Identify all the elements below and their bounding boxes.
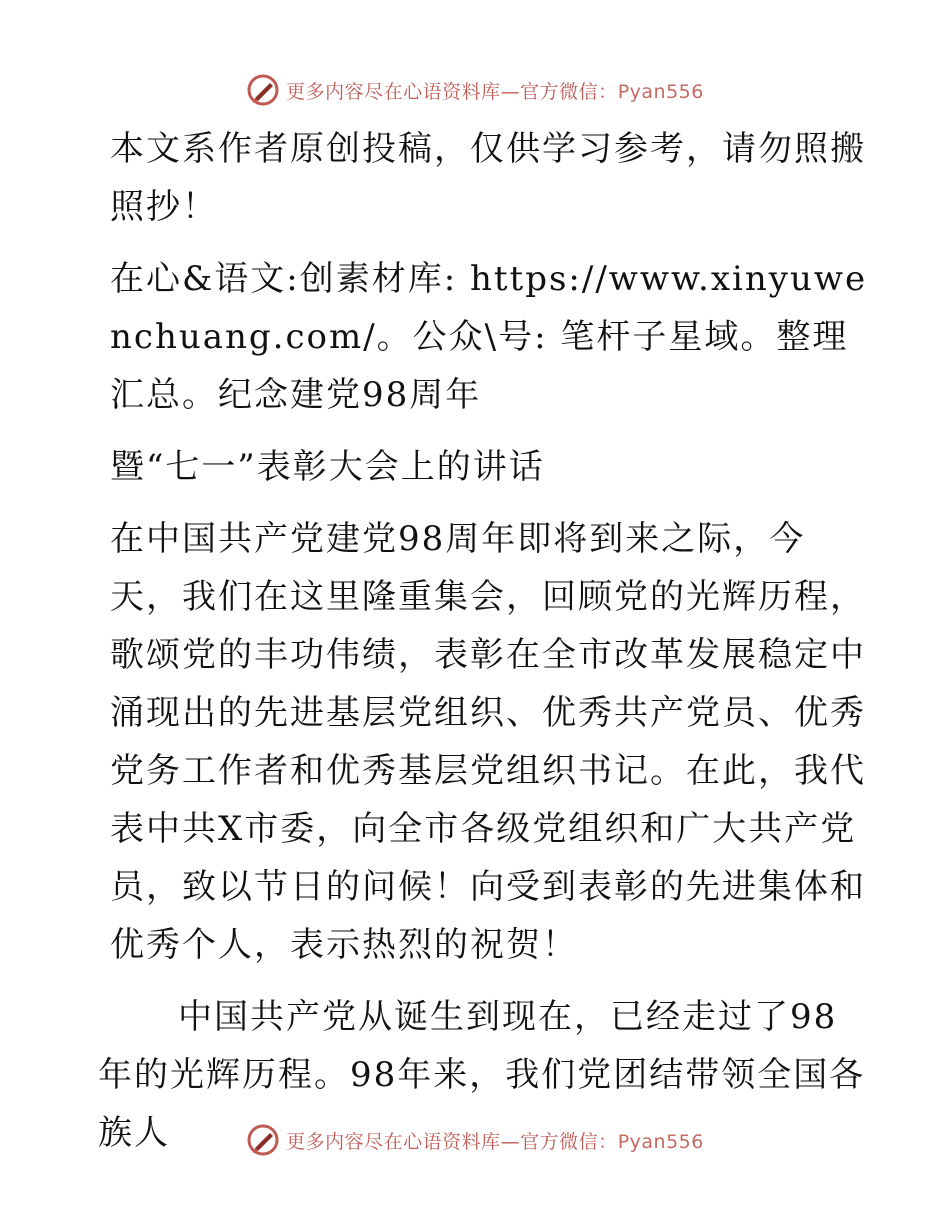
banner-separator: — <box>500 1130 521 1153</box>
banner-wechat-id: Pyan556 <box>617 80 704 103</box>
banner-site-text: 更多内容尽在心语资料库 <box>286 1130 501 1153</box>
paragraph-opening: 在中国共产党建党98周年即将到来之际，今天，我们在这里隆重集会，回顾党的光辉历程，歌颂党的丰功伟绩，表彰在全市改革发展稳定中涌现出的先进基层党组织、优秀共产党员、优秀党务工作者和优秀基层党组织书记。在此，我代表中共X市委，向全市各级党组织和广大共产党员，致以节日的问候！向受到表彰的先进集体和优秀个人，表示热烈的祝贺！ <box>110 519 866 965</box>
paragraph-disclaimer: 本文系作者原创投稿，仅供学习参考，请勿照搬照抄！ <box>110 129 866 227</box>
paragraph-source-info: 在心&语文:创素材库: https://www.xinyuwenchuang.com/。公众\号: 笔杆子星域。整理汇总。纪念建党98周年 <box>110 259 868 415</box>
fountain-pen-logo-icon <box>246 1123 280 1157</box>
banner-site-text: 更多内容尽在心语资料库 <box>286 80 501 103</box>
header-watermark-banner <box>0 70 950 110</box>
banner-wechat-label: 官方微信： <box>520 1130 618 1153</box>
banner-wechat-id: Pyan556 <box>617 1130 704 1153</box>
fountain-pen-logo-icon <box>246 73 280 107</box>
paragraph-speech-title: 暨“七一”表彰大会上的讲话 <box>110 447 545 487</box>
banner-wechat-label: 官方微信： <box>520 80 618 103</box>
footer-watermark-banner <box>0 1120 950 1160</box>
paragraph-history: 中国共产党从诞生到现在，已经走过了98年的光辉历程。98年来，我们党团结带领全国各族人 <box>98 997 866 1153</box>
document-body <box>98 120 868 1162</box>
banner-separator: — <box>500 80 521 103</box>
